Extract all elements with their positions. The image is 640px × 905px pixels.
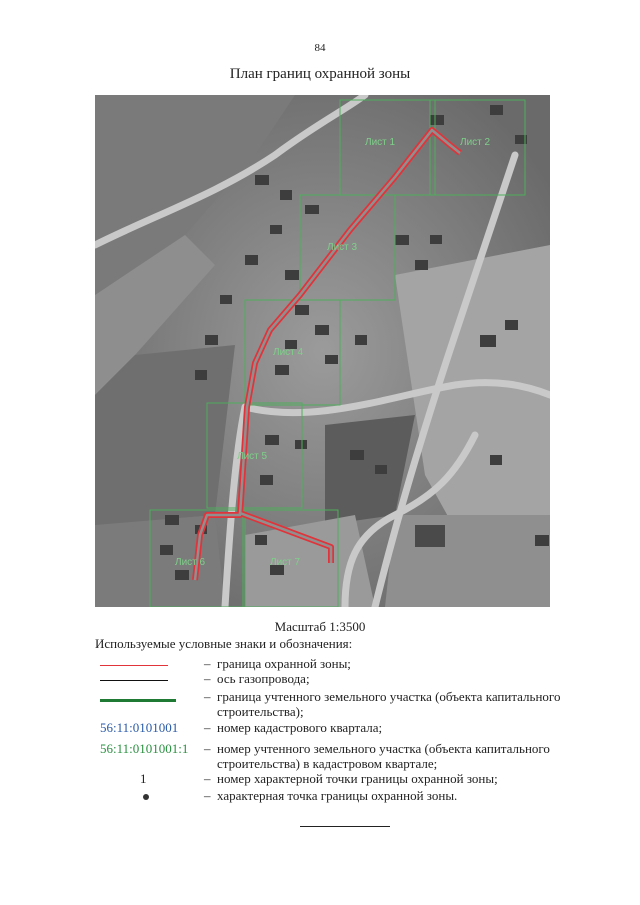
legend-text: номер учтенного земельного участка (объекта капитального строительства) в кадастровом квартале; <box>217 741 550 771</box>
legend-dash: – <box>204 720 211 735</box>
sheet-label-7: Лист 7 <box>270 557 301 568</box>
aerial-map <box>95 95 550 607</box>
legend-text: граница охранной зоны; <box>217 656 351 671</box>
legend-text: граница учтенного земельного участка (объекта капитального строительства); <box>217 689 561 719</box>
page-number: 84 <box>314 42 326 54</box>
legend-text: характерная точка границы охранной зоны. <box>217 788 458 803</box>
pipeline-axis-symbol <box>100 680 168 681</box>
legend-dash: – <box>204 689 211 704</box>
sheet-label-2: Лист 2 <box>460 137 491 148</box>
legend-heading: Используемые условные знаки и обозначения: <box>95 636 353 651</box>
scale-label: Масштаб 1:3500 <box>274 619 366 634</box>
legend-dash: – <box>204 771 211 786</box>
zone-boundary-symbol <box>100 665 168 666</box>
legend-dash: – <box>204 788 211 803</box>
parcel-code-symbol: 56:11:0101001:1 <box>100 741 189 756</box>
quarter-code-symbol: 56:11:0101001 <box>100 720 179 735</box>
legend-dash: – <box>204 656 211 671</box>
point-dot-icon <box>143 794 149 800</box>
point-number-symbol: 1 <box>140 771 147 786</box>
sheet-label-6: Лист 6 <box>175 557 206 568</box>
legend-text: ось газопровода; <box>217 671 310 686</box>
sheet-label-5: Лист 5 <box>237 451 268 462</box>
legend-dash: – <box>204 671 211 686</box>
page-title: План границ охранной зоны <box>229 66 411 82</box>
footer-divider <box>300 826 390 827</box>
sheet-label-1: Лист 1 <box>365 137 396 148</box>
sheet-label-3: Лист 3 <box>327 242 358 253</box>
sheet-label-4: Лист 4 <box>273 347 304 358</box>
parcel-boundary-symbol <box>100 699 176 702</box>
legend-text: номер кадастрового квартала; <box>217 720 383 735</box>
map-canvas <box>95 95 550 607</box>
legend-dash: – <box>204 741 211 756</box>
legend-text: номер характерной точки границы охранной зоны; <box>217 771 498 786</box>
